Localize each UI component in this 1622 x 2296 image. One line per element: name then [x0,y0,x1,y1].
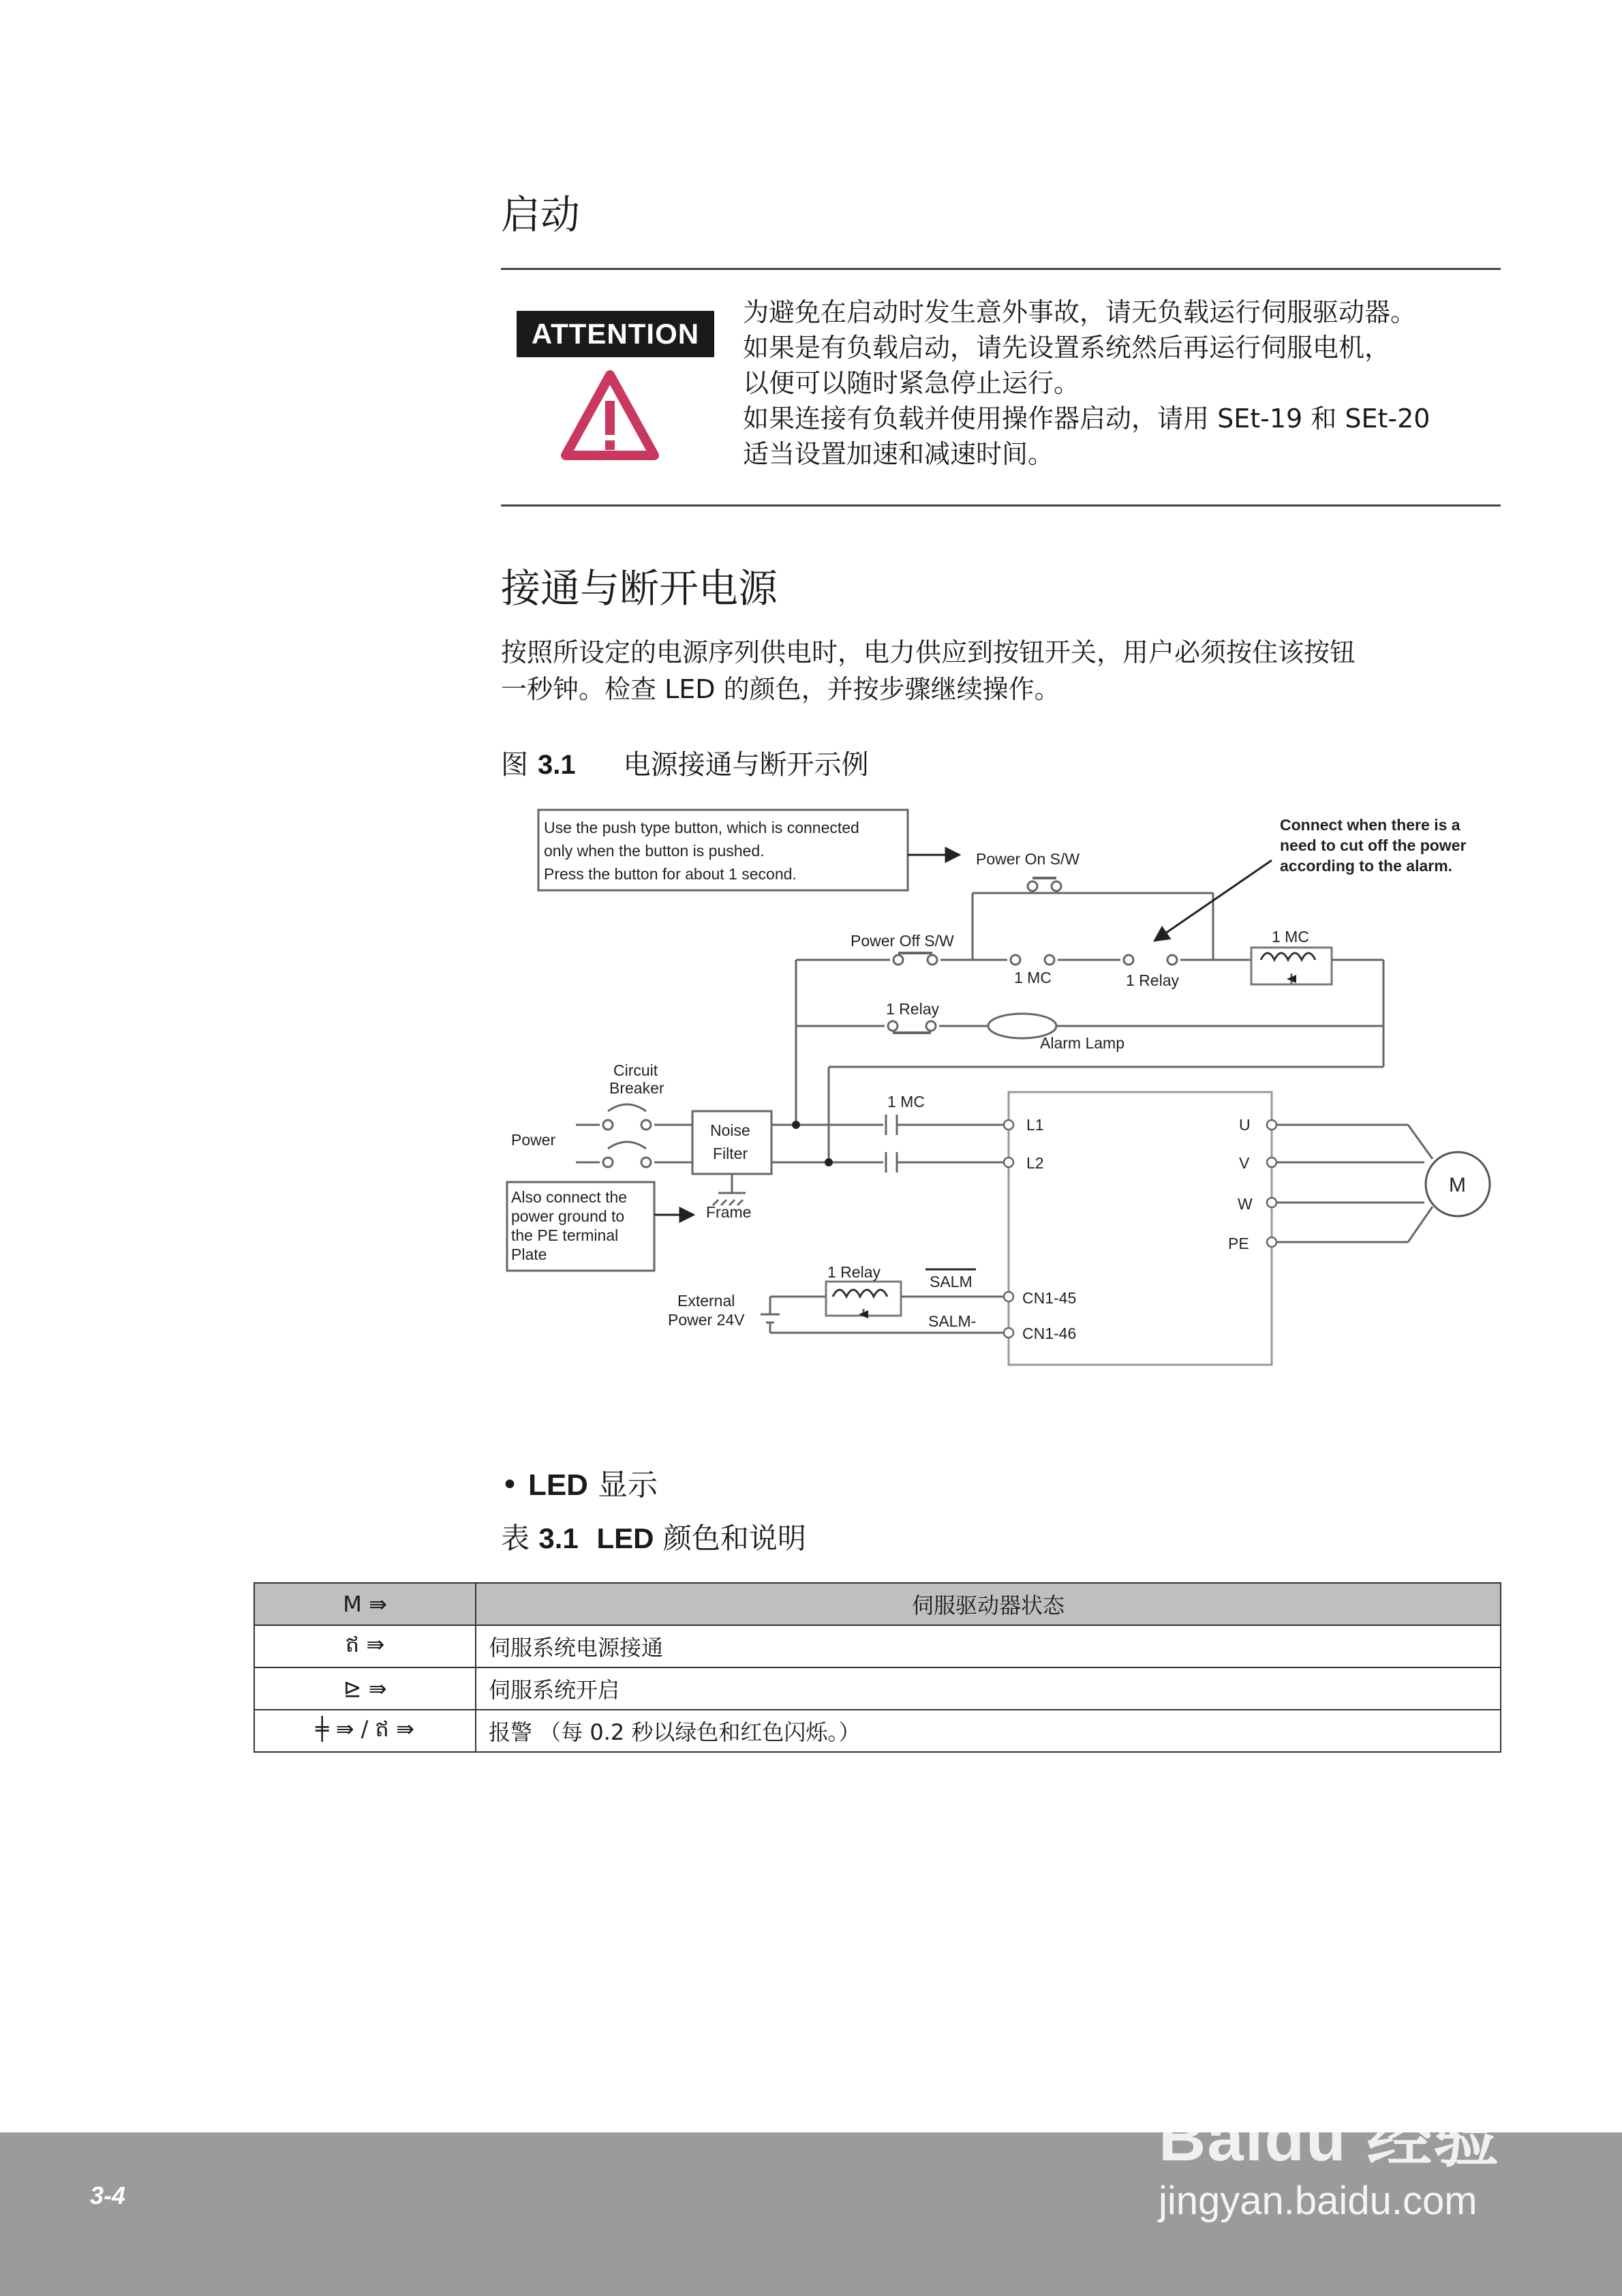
pe-note-line: Also connect the [511,1188,628,1206]
table-header-cell: 伺服驱动器状态 [476,1583,1501,1625]
table-row [254,1710,1501,1752]
circuit-breaker-label: Circuit [613,1061,658,1079]
alarm-lamp-label: Alarm Lamp [1040,1034,1124,1052]
frame-label: Frame [706,1203,752,1221]
terminal-l1: L1 [1026,1116,1044,1134]
table-cell: 伺服系统电源接通 [476,1625,1501,1667]
section-title-startup: 启动 [501,192,581,238]
table-header-row [254,1583,1501,1625]
note-line: only when the button is pushed. [544,842,765,860]
connect-note-line: need to cut off the power [1280,836,1467,854]
figure-number: 3.1 [538,750,576,780]
external-power-label: Power 24V [668,1311,745,1329]
figure-title: 电源接通与断开示例 [623,749,869,781]
power-label: Power [511,1131,556,1149]
noise-filter-box [692,1111,771,1174]
terminal-l2: L2 [1026,1154,1044,1172]
page-number: 3-4 [90,2181,126,2209]
terminal-u: U [1239,1116,1251,1134]
table-row [254,1625,1501,1667]
connect-note-line: Connect when there is a [1280,816,1460,834]
servo-drive-box [1009,1092,1272,1365]
pe-note-line: the PE terminal [511,1226,619,1244]
power-paragraph-line: 一秒钟。检查 LED 的颜色，并按步骤继续操作。 [501,674,1060,704]
power-paragraph-line: 按照所设定的电源序列供电时，电力供应到按钮开关，用户必须按住该按钮 [501,637,1356,667]
note-line: Press the button for about 1 second. [544,865,797,883]
motor-label: M [1449,1174,1466,1196]
coil-mc-label: 1 MC [1272,928,1309,946]
circuit-breaker-label: Breaker [609,1079,664,1097]
relay-contact-label: 1 Relay [886,1000,939,1018]
mc-contact-label: 1 MC [887,1093,925,1111]
attention-line: 如果是有负载启动，请先设置系统然后再运行伺服电机， [743,333,1391,363]
table-cell: 报警 （每 0.2 秒以绿色和红色闪烁。） [476,1710,1501,1752]
table-caption-text: 颜色和说明 [654,1522,806,1555]
section-title-power: 接通与断开电源 [501,565,778,611]
pe-note-line: power ground to [511,1207,625,1225]
terminal-v: V [1239,1154,1250,1172]
led-heading [501,1460,658,1504]
led-heading-text: 显示 [587,1468,658,1502]
external-power-label: External [677,1292,735,1310]
table-row [254,1667,1501,1710]
attention-line: 如果连接有负载并使用操作器启动，请用 SEt-19 和 SEt-20 [743,404,1430,434]
watermark-logo: Baidu 经验 [1159,2102,1501,2175]
noise-filter-label: Filter [713,1145,748,1162]
relay-label: 1 Relay [1126,971,1179,989]
table-caption-prefix: 表 [501,1522,530,1555]
bullet: • [501,1468,519,1502]
terminal-cn1-46: CN1-46 [1022,1325,1077,1342]
attention-line: 适当设置加速和减速时间。 [743,439,1054,469]
note-line: Use the push type button, which is connected [544,819,859,836]
table-cell: ⊵ ⇛ [254,1667,476,1710]
attention-line: 为避免在启动时发生意外事故，请无负载运行伺服驱动器。 [743,297,1417,327]
relay-coil-label: 1 Relay [827,1263,881,1281]
table-cell: 伺服系统开启 [476,1667,1501,1710]
power-off-label: Power Off S/W [851,932,954,950]
table-caption-number: 3.1 [538,1522,579,1554]
table-caption-led: LED [596,1522,654,1554]
terminal-cn1-45: CN1-45 [1022,1289,1077,1307]
mc-label: 1 MC [1014,969,1052,986]
salm-label: SALM [930,1273,973,1290]
terminal-w: W [1238,1195,1253,1213]
led-status-table [254,1582,1501,1753]
attention-label: ATTENTION [517,311,714,357]
table-cell: ឥ ⇛ [254,1625,476,1667]
watermark-url: jingyan.baidu.com [1159,2179,1478,2223]
pe-note-line: Plate [511,1245,547,1263]
noise-filter-label: Noise [710,1121,750,1139]
led-heading-bold: LED [527,1468,588,1502]
figure-prefix: 图 [501,749,528,781]
table-header-cell: M ⇛ [254,1583,476,1625]
salm-minus-label: SALM- [928,1312,977,1330]
connect-note-line: according to the alarm. [1280,857,1453,875]
table-caption [501,1516,806,1557]
power-on-label: Power On S/W [976,850,1080,868]
table-cell: ╪ ⇛ / ឥ ⇛ [254,1710,476,1752]
terminal-pe: PE [1228,1235,1249,1252]
attention-line: 以便可以随时紧急停止运行。 [743,368,1080,398]
